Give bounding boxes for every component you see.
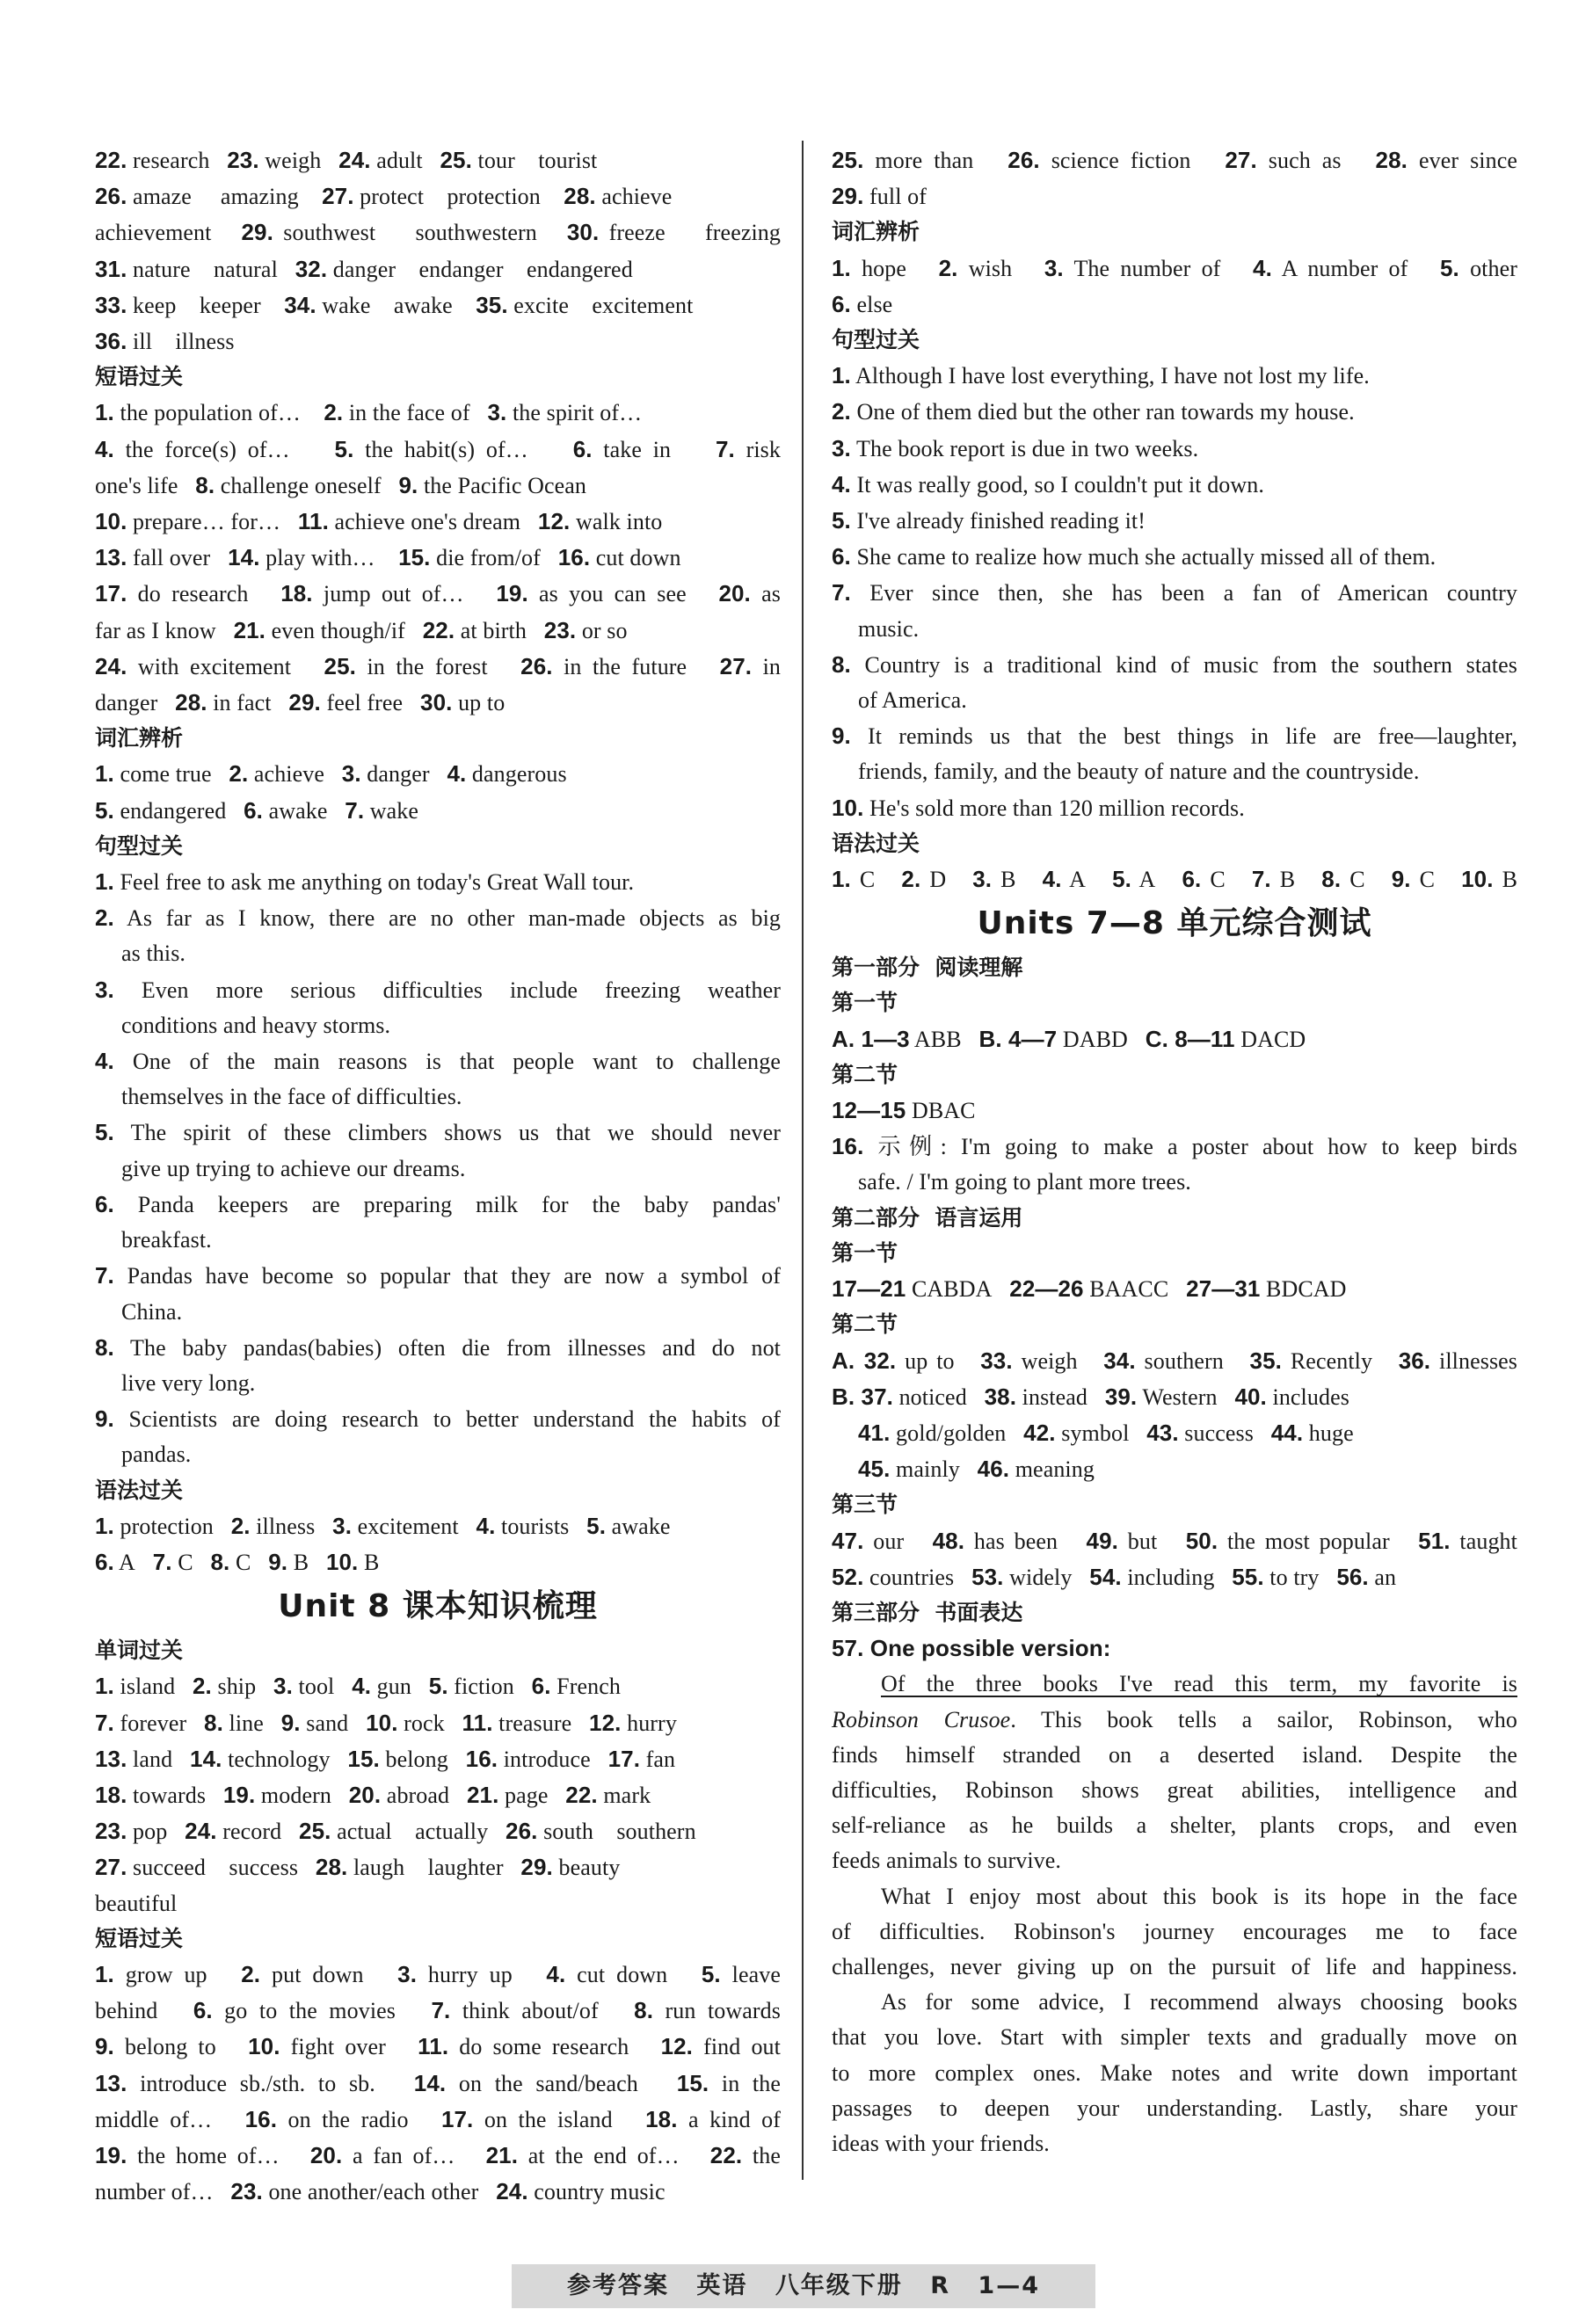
answer-line: 27. succeed success 28. laugh laughter 29. beauty [95, 1854, 621, 1881]
answer-line: 8. Country is a traditional kind of music from the southern states [832, 650, 1517, 678]
section-heading: 语法过关 [832, 830, 920, 856]
section-heading: 第三部分 书面表达 [832, 1599, 1023, 1625]
answer-line: 16. 示例: I'm going to make a poster about how to keep birds [832, 1133, 1517, 1160]
answer-line: 57. One possible version: [832, 1635, 1111, 1662]
answer-line: 33. keep keeper 34. wake awake 35. excite excitement [95, 291, 694, 318]
answer-line: 4. the force(s) of… 5. the habit(s) of… 6. take in 7. risk [95, 435, 782, 462]
answer-line: one's life 8. challenge oneself 9. the Pacific Ocean [95, 471, 587, 498]
answer-line: 9. It reminds us that the best things in life are free—laughter, [832, 723, 1517, 750]
answer-line: passages to deepen your understanding. Lastly, share your [832, 2095, 1517, 2121]
answer-line: 1. protection 2. illness 3. excitement 4. tourists 5. awake [95, 1512, 671, 1539]
answer-line: 6. She came to realize how much she actually missed all of them. [832, 543, 1437, 570]
answer-line: 5. endangered 6. awake 7. wake [95, 796, 419, 824]
answer-line: ideas with your friends. [832, 2130, 1050, 2156]
answer-line: danger 28. in fact 29. feel free 30. up to [95, 689, 506, 716]
answer-line: finds himself stranded on a deserted island. Despite the [832, 1741, 1517, 1768]
section-heading: 第一节 [832, 1239, 898, 1266]
answer-line: 6. A 7. C 8. C 9. B 10. B [95, 1548, 380, 1575]
section-heading: 语法过关 [95, 1477, 184, 1503]
section-heading: 第一节 [832, 990, 898, 1016]
section-heading: 短语过关 [95, 1925, 184, 1951]
answer-line: 3. The book report is due in two weeks. [832, 434, 1199, 461]
answer-line: difficulties, Robinson shows great abilities, intelligence and [832, 1776, 1517, 1803]
answer-line: 12—15 DBAC [832, 1097, 976, 1124]
section-title: Units 7—8 单元综合测试 [977, 905, 1372, 942]
answer-line: China. [121, 1298, 183, 1325]
answer-line: 41. gold/golden 42. symbol 43. success 44. huge [858, 1419, 1354, 1446]
footer-grade: 八年级下册 [775, 2272, 903, 2299]
answer-line: Robinson Crusoe. This book tells a sailor, Robinson, who [832, 1706, 1517, 1732]
section-heading: 词汇辨析 [832, 219, 920, 245]
answer-line: 10. prepare… for… 11. achieve one's dream 12. walk into [95, 508, 663, 535]
answer-line: 4. One of the main reasons is that people want to challenge [95, 1048, 781, 1075]
answer-line: beautiful [95, 1890, 178, 1916]
answer-line: 7. forever 8. line 9. sand 10. rock 11. treasure 12. hurry [95, 1709, 677, 1736]
answer-line: live very long. [121, 1369, 256, 1396]
answer-line: As for some advice, I recommend always choosing books [881, 1989, 1517, 2015]
answer-line: 22. research 23. weigh 24. adult 25. tour tourist [95, 147, 598, 173]
answer-line: 5. The spirit of these climbers shows us that we should never [95, 1119, 781, 1146]
answer-line: 1. C 2. D 3. B 4. A 5. A 6. C 7. B 8. C 9. C 10. B [832, 866, 1518, 893]
answer-line: 1. come true 2. achieve 3. danger 4. dangerous [95, 760, 567, 788]
answer-line: B. 37. noticed 38. instead 39. Western 40. includes [832, 1383, 1349, 1410]
answer-line: conditions and heavy storms. [121, 1012, 391, 1038]
answer-line: 19. the home of… 20. a fan of… 21. at the end of… 22. the [95, 2141, 781, 2168]
answer-line: 18. towards 19. modern 20. abroad 21. page 22. mark [95, 1781, 651, 1808]
answer-line: 1. Feel free to ask me anything on today's Great Wall tour. [95, 868, 635, 896]
answer-line: friends, family, and the beauty of nature and the countryside. [858, 759, 1420, 785]
answer-line: 2. One of them died but the other ran towards my house. [832, 398, 1355, 425]
answer-line: 9. belong to 10. fight over 11. do some research 12. find out [95, 2033, 781, 2060]
answer-line: 17. do research 18. jump out of… 19. as you can see 20. as [95, 580, 781, 607]
answer-line: 7. Ever since then, she has been a fan of American country [832, 579, 1517, 606]
answer-line: 23. pop 24. record 25. actual actually 26. south southern [95, 1818, 696, 1845]
answer-line: 24. with excitement 25. in the forest 26. in the future 27. in [95, 652, 781, 679]
answer-line: far as I know 21. even though/if 22. at birth 23. or so [95, 616, 628, 643]
answer-line: 31. nature natural 32. danger endanger endangered [95, 255, 633, 282]
footer-edition: R [930, 2272, 951, 2299]
answer-line: 36. ill illness [95, 328, 235, 355]
section-title: Unit 8 课本知识梳理 [278, 1588, 598, 1625]
answer-line: 13. introduce sb./sth. to sb. 14. on the sand/beach 15. in the [95, 2069, 781, 2096]
answer-line: as this. [121, 940, 186, 967]
column-divider [802, 141, 804, 2180]
section-heading: 句型过关 [832, 327, 920, 353]
answer-line: safe. / I'm going to plant more trees. [858, 1169, 1191, 1195]
answer-line: What I enjoy most about this book is its hope in the face [881, 1883, 1517, 1909]
section-heading: 句型过关 [95, 832, 184, 859]
answer-line: 10. He's sold more than 120 million records. [832, 794, 1245, 821]
answer-line: 6. else [832, 290, 893, 317]
section-heading: 短语过关 [95, 364, 184, 390]
answer-line: behind 6. go to the movies 7. think about/of 8. run towards [95, 1997, 781, 2024]
right-column [832, 142, 1517, 2161]
answer-line: achievement 29. southwest southwestern 30. freeze freezing [95, 219, 781, 246]
answer-line: 29. full of [832, 183, 927, 210]
page-footer [512, 2264, 1095, 2308]
answer-line: 1. island 2. ship 3. tool 4. gun 5. fiction 6. French [95, 1673, 621, 1700]
section-heading: 第一部分 阅读理解 [832, 955, 1023, 981]
answer-line: Of the three books I've read this term, my favorite is [881, 1671, 1517, 1697]
left-column [95, 142, 781, 2210]
footer-subject: 英语 [696, 2272, 748, 2299]
answer-line: breakfast. [121, 1227, 212, 1253]
answer-line: number of… 23. one another/each other 24. country music [95, 2178, 666, 2205]
answer-line: 45. mainly 46. meaning [858, 1456, 1095, 1483]
footer-answer-label: 参考答案 [567, 2272, 669, 2299]
answer-line: A. 1—3 ABB B. 4—7 DABD C. 8—11 DACD [832, 1025, 1306, 1052]
answer-line: A. 32. up to 33. weigh 34. southern 35. Recently 36. illnesses [832, 1347, 1518, 1374]
section-heading: 单词过关 [95, 1638, 184, 1664]
section-heading: 第二节 [832, 1311, 898, 1338]
answer-line: middle of… 16. on the radio 17. on the island 18. a kind of [95, 2105, 782, 2132]
answer-line: 1. Although I have lost everything, I have not lost my life. [832, 362, 1370, 389]
answer-line: 6. Panda keepers are preparing milk for the baby pandas' [95, 1190, 781, 1217]
answer-line: 52. countries 53. widely 54. including 55. to try 56. an [832, 1563, 1397, 1590]
answer-line: 5. I've already finished reading it! [832, 507, 1146, 534]
answer-line: of America. [858, 687, 967, 714]
section-heading: 第二部分 语言运用 [832, 1204, 1023, 1231]
answer-line: to more complex ones. Make notes and write down important [832, 2059, 1517, 2086]
answer-line: 4. It was really good, so I couldn't put it down. [832, 470, 1264, 497]
answer-line: self-reliance as he builds a shelter, plants crops, and even [832, 1812, 1517, 1839]
answer-line: 7. Pandas have become so popular that they are now a symbol of [95, 1262, 781, 1289]
answer-line: give up trying to achieve our dreams. [121, 1155, 466, 1181]
answer-line: that you love. Start with simpler texts and gradually move on [832, 2024, 1517, 2051]
answer-line: of difficulties. Robinson's journey encourages me to face [832, 1918, 1517, 1944]
footer-page-number: 1—4 [978, 2272, 1040, 2299]
answer-line: challenges, never giving up on the pursuit of life and happiness. [832, 1953, 1517, 1979]
answer-line: 17—21 CABDA 22—26 BAACC 27—31 BDCAD [832, 1275, 1347, 1303]
section-heading: 第三节 [832, 1492, 898, 1518]
answer-line: 1. hope 2. wish 3. The number of 4. A number of 5. other [832, 254, 1518, 281]
answer-line: 13. land 14. technology 15. belong 16. introduce 17. fan [95, 1745, 676, 1772]
section-heading: 词汇辨析 [95, 725, 184, 752]
answer-line: 1. the population of… 2. in the face of 3. the spirit of… [95, 399, 643, 426]
answer-line: 1. grow up 2. put down 3. hurry up 4. cut down 5. leave [95, 1960, 781, 1987]
answer-line: music. [858, 615, 920, 642]
answer-line: 13. fall over 14. play with… 15. die from/of 16. cut down [95, 544, 681, 571]
answer-line: pandas. [121, 1442, 192, 1468]
answer-line: 26. amaze amazing 27. protect protection 28. achieve [95, 183, 673, 210]
answer-line: 3. Even more serious difficulties include freezing weather [95, 976, 781, 1003]
answer-line: feeds animals to survive. [832, 1848, 1061, 1874]
answer-line: 9. Scientists are doing research to better understand the habits of [95, 1405, 781, 1433]
section-heading: 第二节 [832, 1061, 898, 1087]
answer-line: 2. As far as I know, there are no other man-made objects as big [95, 904, 781, 932]
answer-line: 47. our 48. has been 49. but 50. the most popular 51. taught [832, 1527, 1517, 1554]
answer-line: 25. more than 26. science fiction 27. such as 28. ever since [832, 147, 1517, 173]
answer-line: 8. The baby pandas(babies) often die from illnesses and do not [95, 1333, 781, 1361]
answer-line: themselves in the face of difficulties. [121, 1084, 462, 1110]
